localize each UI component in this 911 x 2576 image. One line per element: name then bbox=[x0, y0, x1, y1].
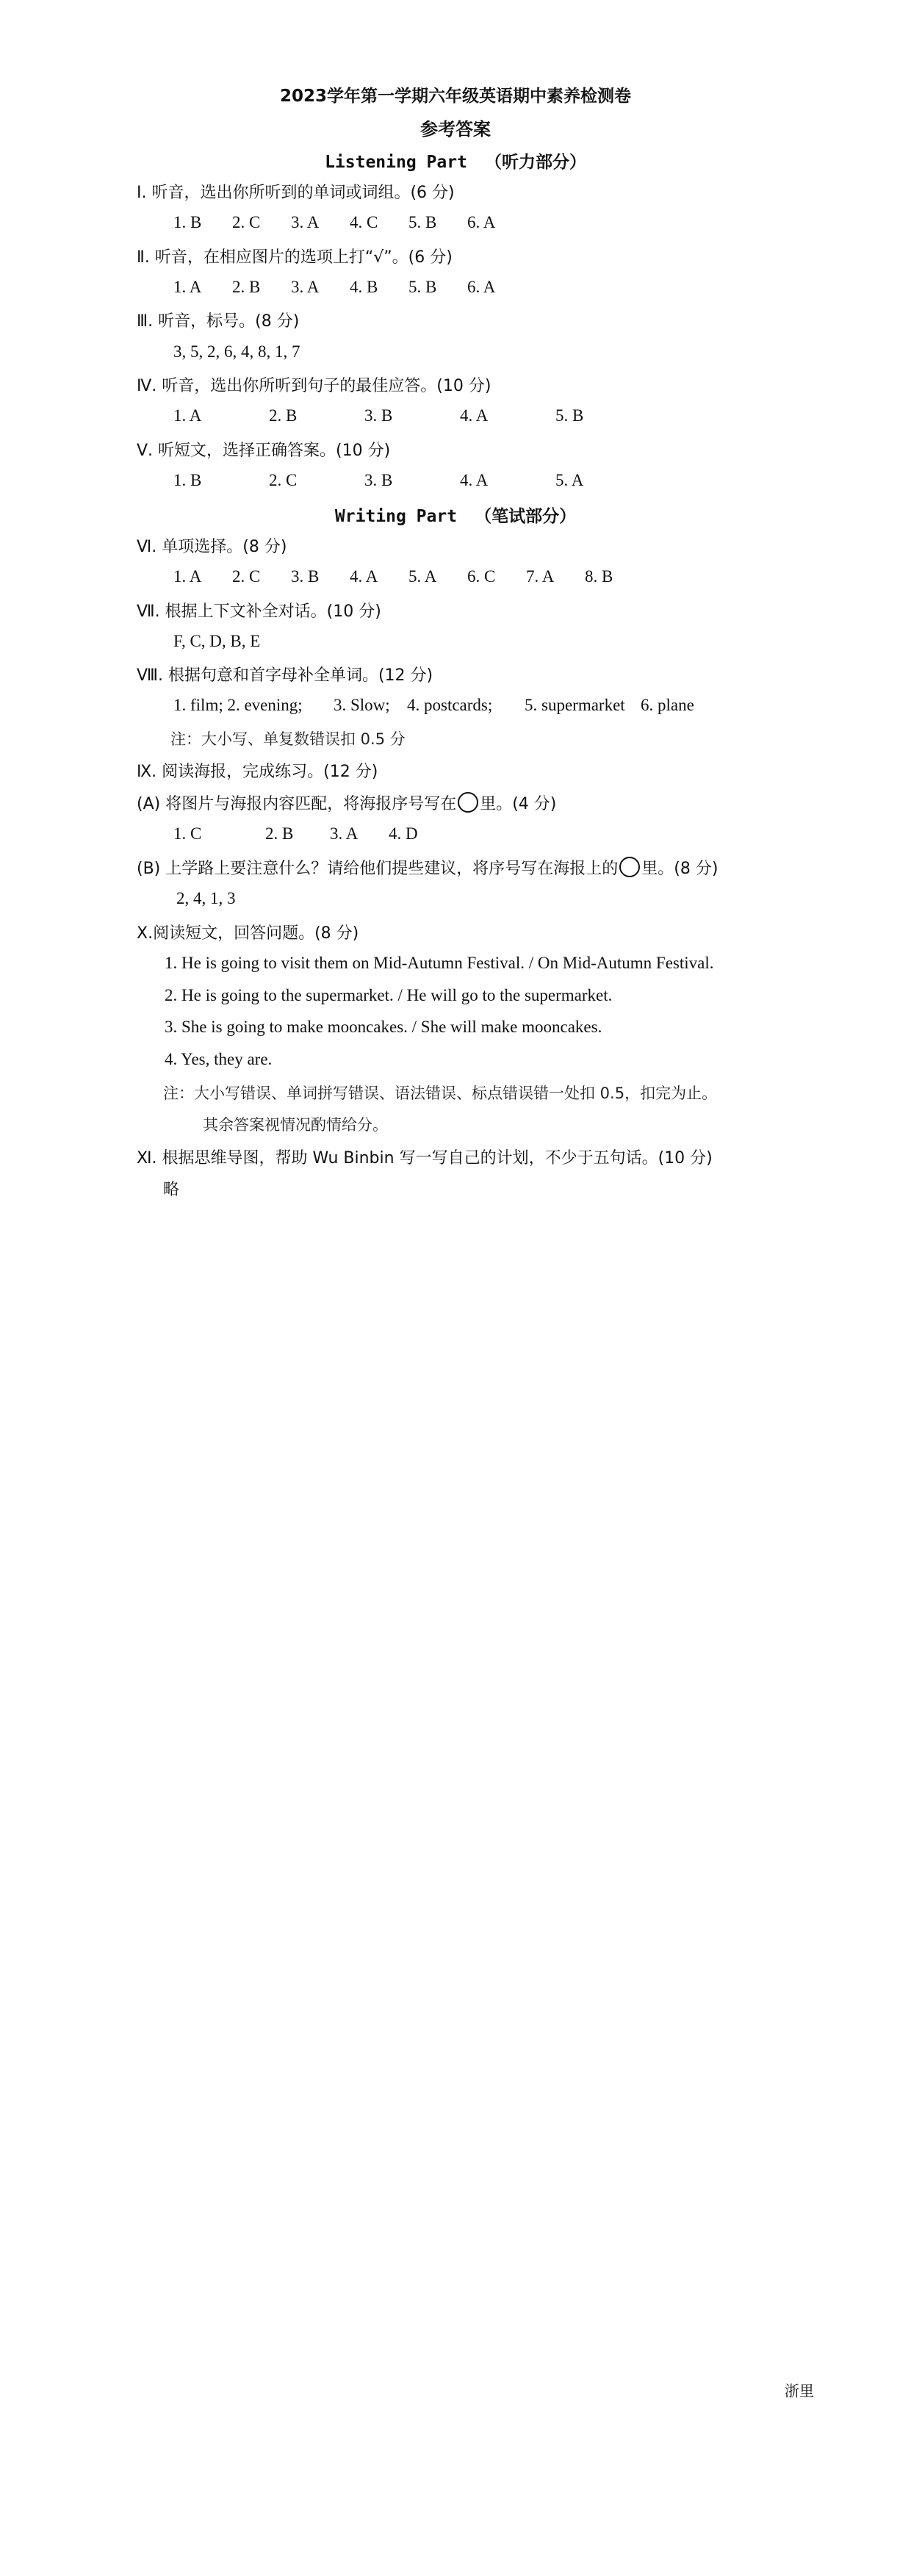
section-3-answer: 3, 5, 2, 6, 4, 8, 1, 7 bbox=[173, 342, 300, 361]
section-6-question: Ⅵ. 单项选择。(8 分) bbox=[137, 538, 287, 556]
answer: 2. B bbox=[232, 278, 261, 296]
answer: 4. D bbox=[389, 824, 418, 843]
answer: 8. B bbox=[585, 567, 613, 586]
section-9b-answer: 2, 4, 1, 3 bbox=[176, 889, 236, 907]
section-9a-question bbox=[137, 791, 556, 814]
section-2-question: Ⅱ. 听音，在相应图片的选项上打“√”。(6 分) bbox=[137, 248, 453, 267]
answer: 3. A bbox=[330, 824, 359, 843]
section-10-answer-3: 3. She is going to make mooncakes. / She will make mooncakes. bbox=[165, 1018, 602, 1036]
answer: 4. A bbox=[350, 567, 378, 586]
answer: 3. B bbox=[364, 406, 393, 425]
section-9-question: Ⅸ. 阅读海报，完成练习。(12 分) bbox=[137, 763, 378, 781]
answer: 2. C bbox=[269, 471, 298, 489]
circle-blank-icon bbox=[619, 857, 640, 877]
listening-part-cn: （听力部分） bbox=[484, 153, 586, 172]
circle-blank-icon bbox=[458, 792, 478, 813]
section-1-answers bbox=[173, 213, 495, 232]
answer: 5. supermarket bbox=[525, 696, 625, 714]
answer: 1. C bbox=[173, 824, 202, 843]
answer: 4. A bbox=[460, 471, 489, 489]
answer: 3. A bbox=[291, 278, 320, 296]
section-9b-text-end: 里。(8 分) bbox=[641, 860, 719, 878]
answer: 5. B bbox=[555, 406, 584, 425]
page-title: 2023学年第一学期六年级英语期中素养检测卷 bbox=[279, 87, 631, 106]
answer: 1. A bbox=[173, 278, 202, 296]
section-2-answers bbox=[173, 278, 495, 297]
answer: 6. plane bbox=[641, 696, 694, 714]
section-4-question: Ⅳ. 听音，选出你所听到句子的最佳应答。(10 分) bbox=[137, 377, 491, 395]
section-10-answer-2: 2. He is going to the supermarket. / He will go to the supermarket. bbox=[165, 986, 613, 1004]
answer: 2. B bbox=[265, 824, 294, 843]
answer: 3. A bbox=[291, 213, 320, 231]
section-5-answers bbox=[173, 471, 583, 490]
answer: 4. B bbox=[350, 278, 378, 296]
answer: 5. A bbox=[408, 567, 437, 586]
section-9a-text: (A) 将图片与海报内容匹配，将海报序号写在 bbox=[137, 795, 457, 813]
answer: 2. C bbox=[232, 567, 261, 586]
section-11-answer: 略 bbox=[163, 1181, 180, 1199]
section-8-answers bbox=[173, 696, 694, 715]
answer: 4. C bbox=[350, 213, 378, 231]
section-6-answers bbox=[173, 567, 613, 586]
answer: 2. B bbox=[269, 406, 298, 425]
section-8-note: 注：大小写、单复数错误扣 0.5 分 bbox=[170, 730, 406, 748]
section-10-note-1: 注：大小写错误、单词拼写错误、语法错误、标点错误错一处扣 0.5，扣完为止。 bbox=[163, 1084, 718, 1102]
section-11-question: Ⅺ. 根据思维导图，帮助 Wu Binbin 写一写自己的计划，不少于五句话。(10 分) bbox=[137, 1149, 713, 1168]
answer: 1. A bbox=[173, 567, 202, 586]
listening-part-en: Listening Part bbox=[325, 153, 467, 172]
answer: 1. film; 2. evening; bbox=[173, 696, 303, 714]
section-9b-question bbox=[137, 856, 718, 879]
section-7-question: Ⅶ. 根据上下文补全对话。(10 分) bbox=[137, 602, 381, 621]
answer: 6. A bbox=[467, 213, 496, 231]
answer: 1. B bbox=[173, 471, 202, 489]
answer: 1. A bbox=[173, 406, 202, 425]
section-5-question: Ⅴ. 听短文，选择正确答案。(10 分) bbox=[137, 442, 391, 460]
answer: 4. A bbox=[460, 406, 489, 425]
answer: 6. C bbox=[467, 567, 496, 586]
answer: 6. A bbox=[467, 278, 496, 296]
answer: 4. postcards; bbox=[407, 696, 493, 714]
answer: 2. C bbox=[232, 213, 261, 231]
answer: 3. B bbox=[291, 567, 320, 586]
answer: 3. Slow; bbox=[334, 696, 390, 714]
section-10-answer-1: 1. He is going to visit them on Mid-Autumn Festival. / On Mid-Autumn Festival. bbox=[165, 954, 714, 972]
answer: 5. A bbox=[555, 471, 584, 489]
section-3-question: Ⅲ. 听音，标号。(8 分) bbox=[137, 312, 300, 331]
section-9a-answers bbox=[173, 824, 418, 843]
writing-part-en: Writing Part bbox=[334, 507, 458, 526]
section-1-question: Ⅰ. 听音，选出你所听到的单词或词组。(6 分) bbox=[137, 184, 455, 202]
section-9a-text-end: 里。(4 分) bbox=[480, 795, 557, 813]
answer: 3. B bbox=[364, 471, 393, 489]
section-8-question: Ⅷ. 根据句意和首字母补全单词。(12 分) bbox=[137, 666, 433, 685]
section-4-answers bbox=[173, 406, 583, 425]
footer-watermark: 浙里 bbox=[785, 2382, 814, 2400]
answer: 5. B bbox=[408, 278, 437, 296]
section-10-note-2: 其余答案视情况酌情给分。 bbox=[203, 1116, 388, 1134]
section-10-question: Ⅹ.阅读短文，回答问题。(8 分) bbox=[137, 924, 359, 943]
section-7-answer: F, C, D, B, E bbox=[173, 632, 261, 650]
writing-part-cn: （笔试部分） bbox=[475, 507, 577, 526]
answer: 5. B bbox=[408, 213, 437, 231]
section-10-answer-4: 4. Yes, they are. bbox=[165, 1050, 273, 1068]
listening-part-heading bbox=[0, 148, 911, 173]
page-subtitle: 参考答案 bbox=[420, 119, 491, 140]
answer: 1. B bbox=[173, 213, 202, 231]
answer: 7. A bbox=[526, 567, 555, 586]
writing-part-heading bbox=[0, 503, 911, 527]
section-9b-text: (B) 上学路上要注意什么？请给他们提些建议，将序号写在海报上的 bbox=[137, 860, 619, 878]
